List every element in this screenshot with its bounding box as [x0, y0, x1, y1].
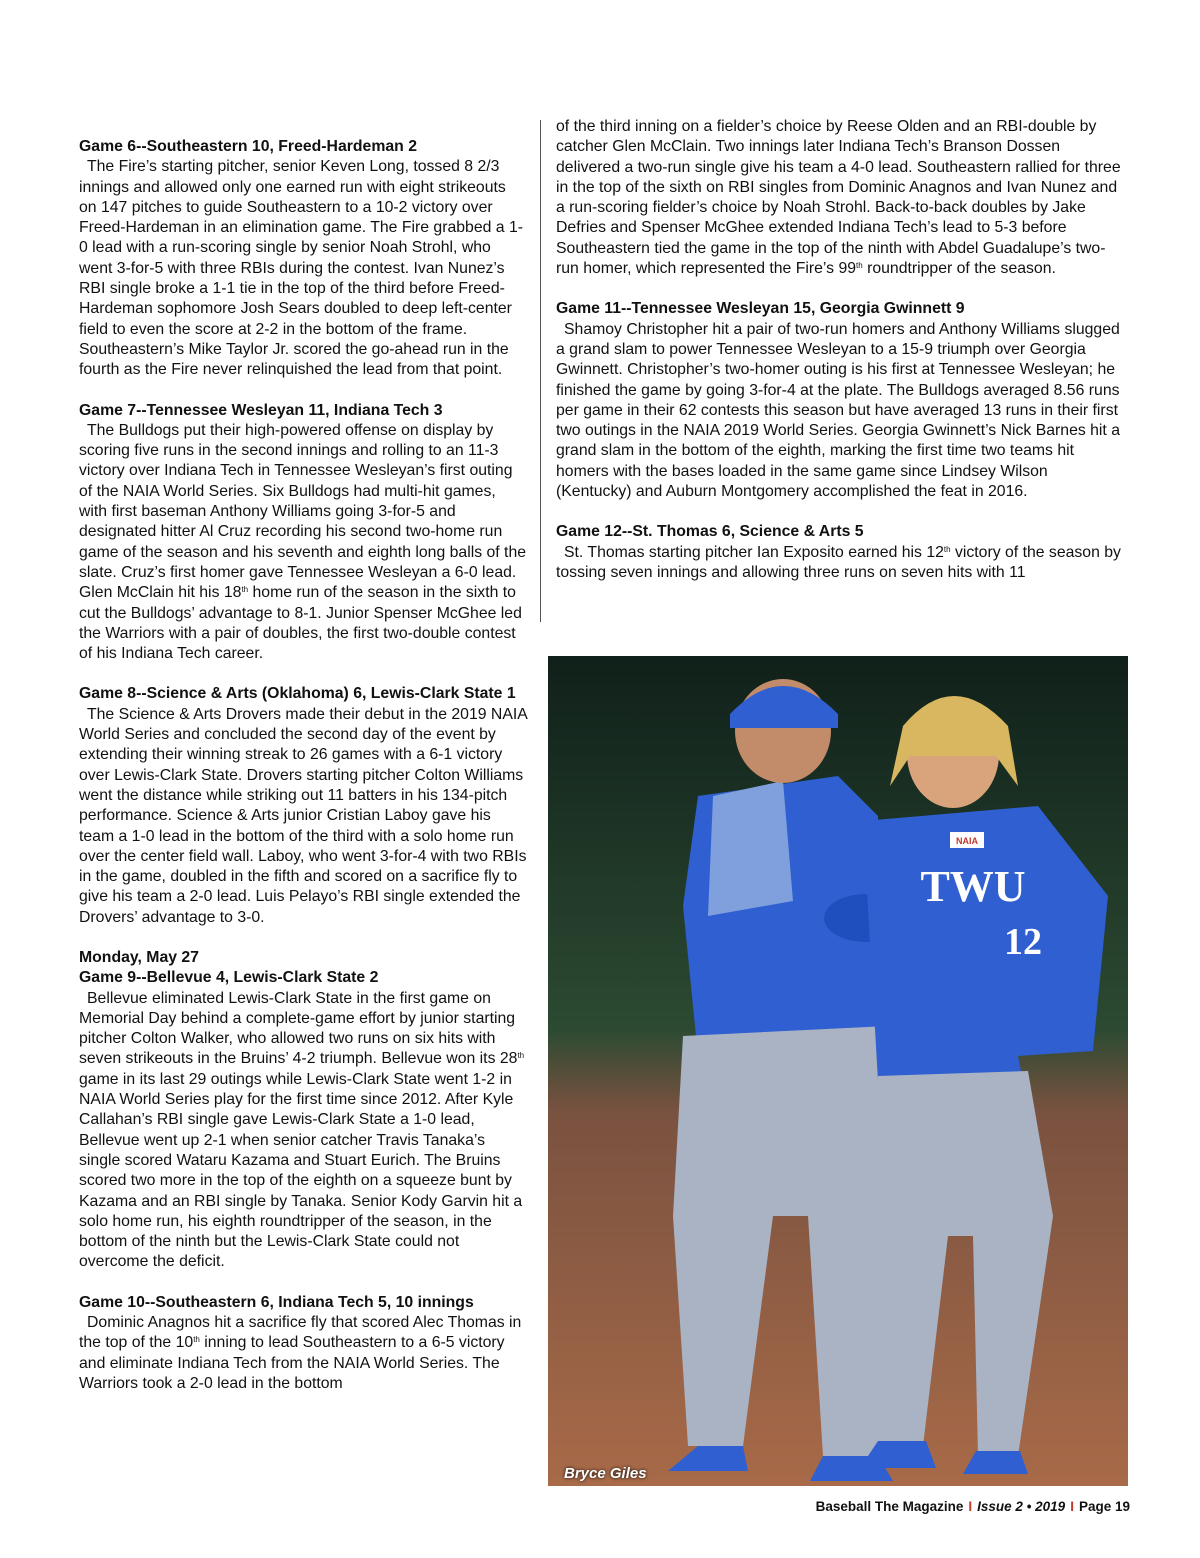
game-12-heading: Game 12--St. Thomas 6, Science & Arts 5: [556, 523, 864, 541]
date-heading: Monday, May 27: [79, 948, 199, 966]
game-9-body: Bellevue eliminated Lewis-Clark State in the first game on Memorial Day behind a complete-game effort by junior starting pitcher Colton Walker, who allowed two runs on six hits with seven strikeouts in the Bruins’ 4-2 triumph. Bellevue won its 28th game in its last 29 outings while Lewis-Clark State went 1-2 in NAIA World Series play for the first time since 2012. After Kyle Callahan’s RBI single gave Lewis-Clark State a 1-0 lead, Bellevue went up 2-1 when senior catcher Travis Tanaka’s single scored Wataru Kazama and Stuart Eurich. The Bruins scored two more in the top of the eighth on a squeeze bunt by Kazama and an RBI single by Tanaka. Senior Kody Garvin hit a solo home run, his eighth roundtripper of the season, in the bottom of the ninth but the Lewis-Clark State could not overcome the deficit.: [79, 989, 525, 1271]
footer-separator: I: [968, 1499, 973, 1514]
game-7-body: The Bulldogs put their high-powered offense on display by scoring five runs in the second innings and rolling to an 11-3 victory over Indiana Tech in Tennessee Wesleyan’s first outing of the NAIA World Series. Six Bulldogs had multi-hit games, with first baseman Anthony Williams going 3-for-5 and designated hitter Al Cruz recording his second two-home run game of the season and his seventh and eighth long balls of the slate. Cruz’s first homer gave Tennessee Wesleyan a 6-0 lead. Glen McClain hit his 18th home run of the season in the sixth to cut the Bulldogs’ advantage to 8-1. Junior Spenser McGhee led the Warriors with a pair of doubles, the first two-double contest of his Indiana Tech career.: [79, 421, 527, 663]
game-10-heading: Game 10--Southeastern 6, Indiana Tech 5, 10 innings: [79, 1293, 474, 1311]
jersey-lettering: TWU: [920, 862, 1026, 911]
game-10-body: Dominic Anagnos hit a sacrifice fly that scored Alec Thomas in the top of the 10th inning to lead Southeastern to a 6-5 victory and eliminate Indiana Tech from the NAIA World Series. The Warriors took a 2-0 lead in the bottom: [79, 1314, 522, 1392]
photo-credit: Bryce Giles: [564, 1465, 647, 1482]
game-6-body: The Fire’s starting pitcher, senior Keven Long, tossed 8 2/3 innings and allowed only one earned run with eight strikeouts on 147 pitches to guide Southeastern to a 10-2 victory over Freed-Hardeman in an elimination game. The Fire grabbed a 1-0 lead with a run-scoring single by senior Noah Strohl, who went 3-for-5 with three RBIs during the contest. Ivan Nunez’s RBI single broke a 1-1 tie in the top of the third before Freed-Hardeman sophomore Josh Sears doubled to deep left-center field to even the score at 2-2 in the bottom of the frame. Southeastern’s Mike Taylor Jr. scored the go-ahead run in the fourth as the Fire never relinquished the lead from that point.: [79, 158, 524, 379]
photo-illustration: [548, 656, 1128, 1486]
jersey-number: 12: [1004, 921, 1042, 963]
baseball-photo: [548, 656, 1128, 1486]
game-11-body: Shamoy Christopher hit a pair of two-run homers and Anthony Williams slugged a grand slam to power Tennessee Wesleyan to a 15-9 triumph over Georgia Gwinnett. Christopher’s two-homer outing is his first at Tennessee Wesleyan; he finished the game by going 3-for-4 at the plate. The Bulldogs averaged 8.56 runs per game in their 62 contests this season but have averaged 13 runs in their first two outings in the NAIA 2019 World Series. Georgia Gwinnett’s Nick Barnes hit a grand slam in the bottom of the eighth, marking the first time two teams hit homers with the bases loaded in the same game since Lindsey Wilson (Kentucky) and Auburn Montgomery accomplished the feat in 2016.: [556, 320, 1120, 501]
naia-patch-text: NAIA: [956, 836, 978, 846]
game-8-heading: Game 8--Science & Arts (Oklahoma) 6, Lewis-Clark State 1: [79, 685, 516, 703]
game-7-heading: Game 7--Tennessee Wesleyan 11, Indiana Tech 3: [79, 401, 443, 419]
page-footer: [816, 1499, 1130, 1514]
right-column: [556, 117, 1124, 583]
page-number: Page 19: [1078, 1499, 1130, 1514]
game-8-body: The Science & Arts Drovers made their debut in the 2019 NAIA World Series and concluded the second day of the event by extending their winning streak to 26 games with a 6-1 victory over Lewis-Clark State. Drovers starting pitcher Colton Williams went the distance while striking out 11 batters in his 134-pitch performance. Science & Arts junior Cristian Laboy gave his team a 1-0 lead in the bottom of the third with a solo home run over the center field wall. Laboy, who went 3-for-4 with two RBIs in the game, doubled in the fifth and scored on a sacrifice fly to give his team a 2-0 lead. Luis Pelayo’s RBI single extended the Drovers’ advantage to 3-0.: [79, 705, 527, 926]
game-9-heading: Game 9--Bellevue 4, Lewis-Clark State 2: [79, 969, 379, 987]
game-12-body: St. Thomas starting pitcher Ian Exposito earned his 12th victory of the season by tossing seven innings and allowing three runs on seven hits with 11: [556, 543, 1121, 581]
game-11-heading: Game 11--Tennessee Wesleyan 15, Georgia Gwinnett 9: [556, 300, 965, 318]
magazine-name: Baseball The Magazine: [815, 1499, 964, 1514]
issue-label: Issue 2 • 2019: [977, 1499, 1066, 1514]
left-column: [79, 137, 527, 1394]
footer-separator: I: [1070, 1499, 1074, 1514]
game-6-heading: Game 6--Southeastern 10, Freed-Hardeman 2: [79, 138, 417, 155]
column-divider: [540, 120, 541, 622]
game-10-continued-body: of the third inning on a fielder’s choice by Reese Olden and an RBI-double by catcher Glen McClain. Two innings later Indiana Tech’s Branson Dossen delivered a two-run single give his team a 4-0 lead. Southeastern rallied for three in the top of the sixth on RBI singles from Dominic Anagnos and Ivan Nunez and a run-scoring fielder’s choice by Noah Strohl. Back-to-back doubles by Jake Defries and Spenser McGhee extended Indiana Tech’s lead to 5-3 before Southeastern tied the game in the top of the ninth with Abdel Guadalupe’s two-run homer, which represented the Fire’s 99th roundtripper of the season.: [556, 118, 1121, 278]
